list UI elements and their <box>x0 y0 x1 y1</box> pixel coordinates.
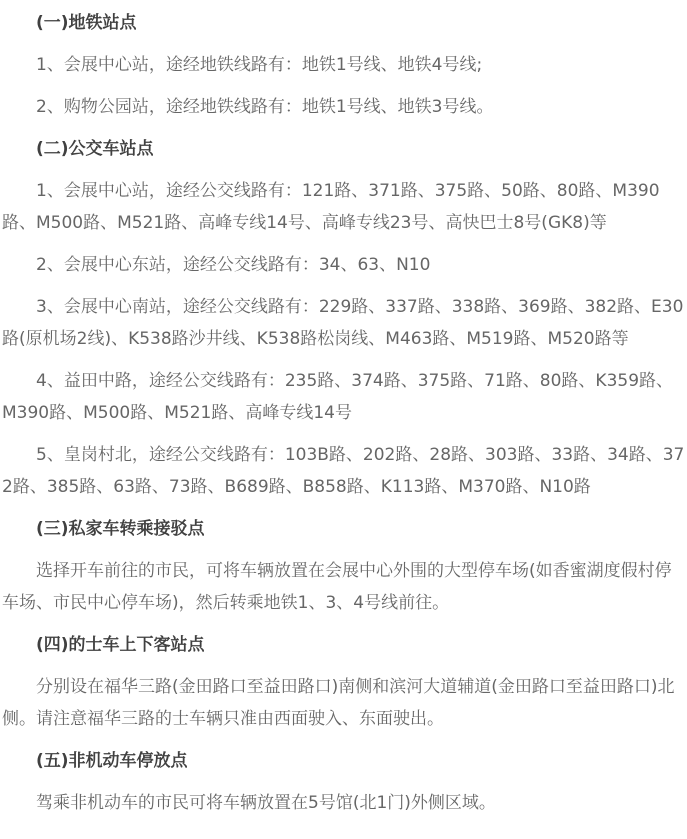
section-heading-metro: (一)地铁站点 <box>36 13 137 33</box>
paragraph: 驾乘非机动车的市民可将车辆放置在5号馆(北1门)外侧区域。 <box>36 793 496 813</box>
paragraph: 选择开车前往的市民，可将车辆放置在会展中心外围的大型停车场(如香蜜湖度假村停车场、市民中心停车场)，然后转乘地铁1、3、4号线前往。 <box>2 561 672 613</box>
section-heading-private-car: (三)私家车转乘接驳点 <box>36 519 205 539</box>
section-heading-taxi: (四)的士车上下客站点 <box>36 635 205 655</box>
section-heading-bus: (二)公交车站点 <box>36 139 154 159</box>
paragraph: 1、会展中心站，途经公交线路有：121路、371路、375路、50路、80路、M390路、M500路、M521路、高峰专线14号、高峰专线23号、高快巴士8号(GK8)等 <box>2 181 660 233</box>
paragraph: 5、皇岗村北，途经公交线路有：103B路、202路、28路、303路、33路、34路、372路、385路、63路、73路、B689路、B858路、K113路、M370路、N10路 <box>2 445 685 497</box>
paragraph: 4、益田中路，途经公交线路有：235路、374路、375路、71路、80路、K359路、M390路、M500路、M521路、高峰专线14号 <box>2 371 674 423</box>
paragraph: 2、购物公园站，途经地铁线路有：地铁1号线、地铁3号线。 <box>36 97 494 117</box>
paragraph: 2、会展中心东站，途经公交线路有：34、63、N10 <box>36 255 431 275</box>
section-heading-non-motorized: (五)非机动车停放点 <box>36 751 188 771</box>
paragraph: 分别设在福华三路(金田路口至益田路口)南侧和滨河大道辅道(金田路口至益田路口)北侧。请注意福华三路的士车辆只准由西面驶入、东面驶出。 <box>2 677 675 729</box>
paragraph: 1、会展中心站，途经地铁线路有：地铁1号线、地铁4号线; <box>36 55 483 75</box>
paragraph: 3、会展中心南站，途经公交线路有：229路、337路、338路、369路、382路、E30路(原机场2线)、K538路沙井线、K538路松岗线、M463路、M519路、M520路等 <box>2 297 684 349</box>
